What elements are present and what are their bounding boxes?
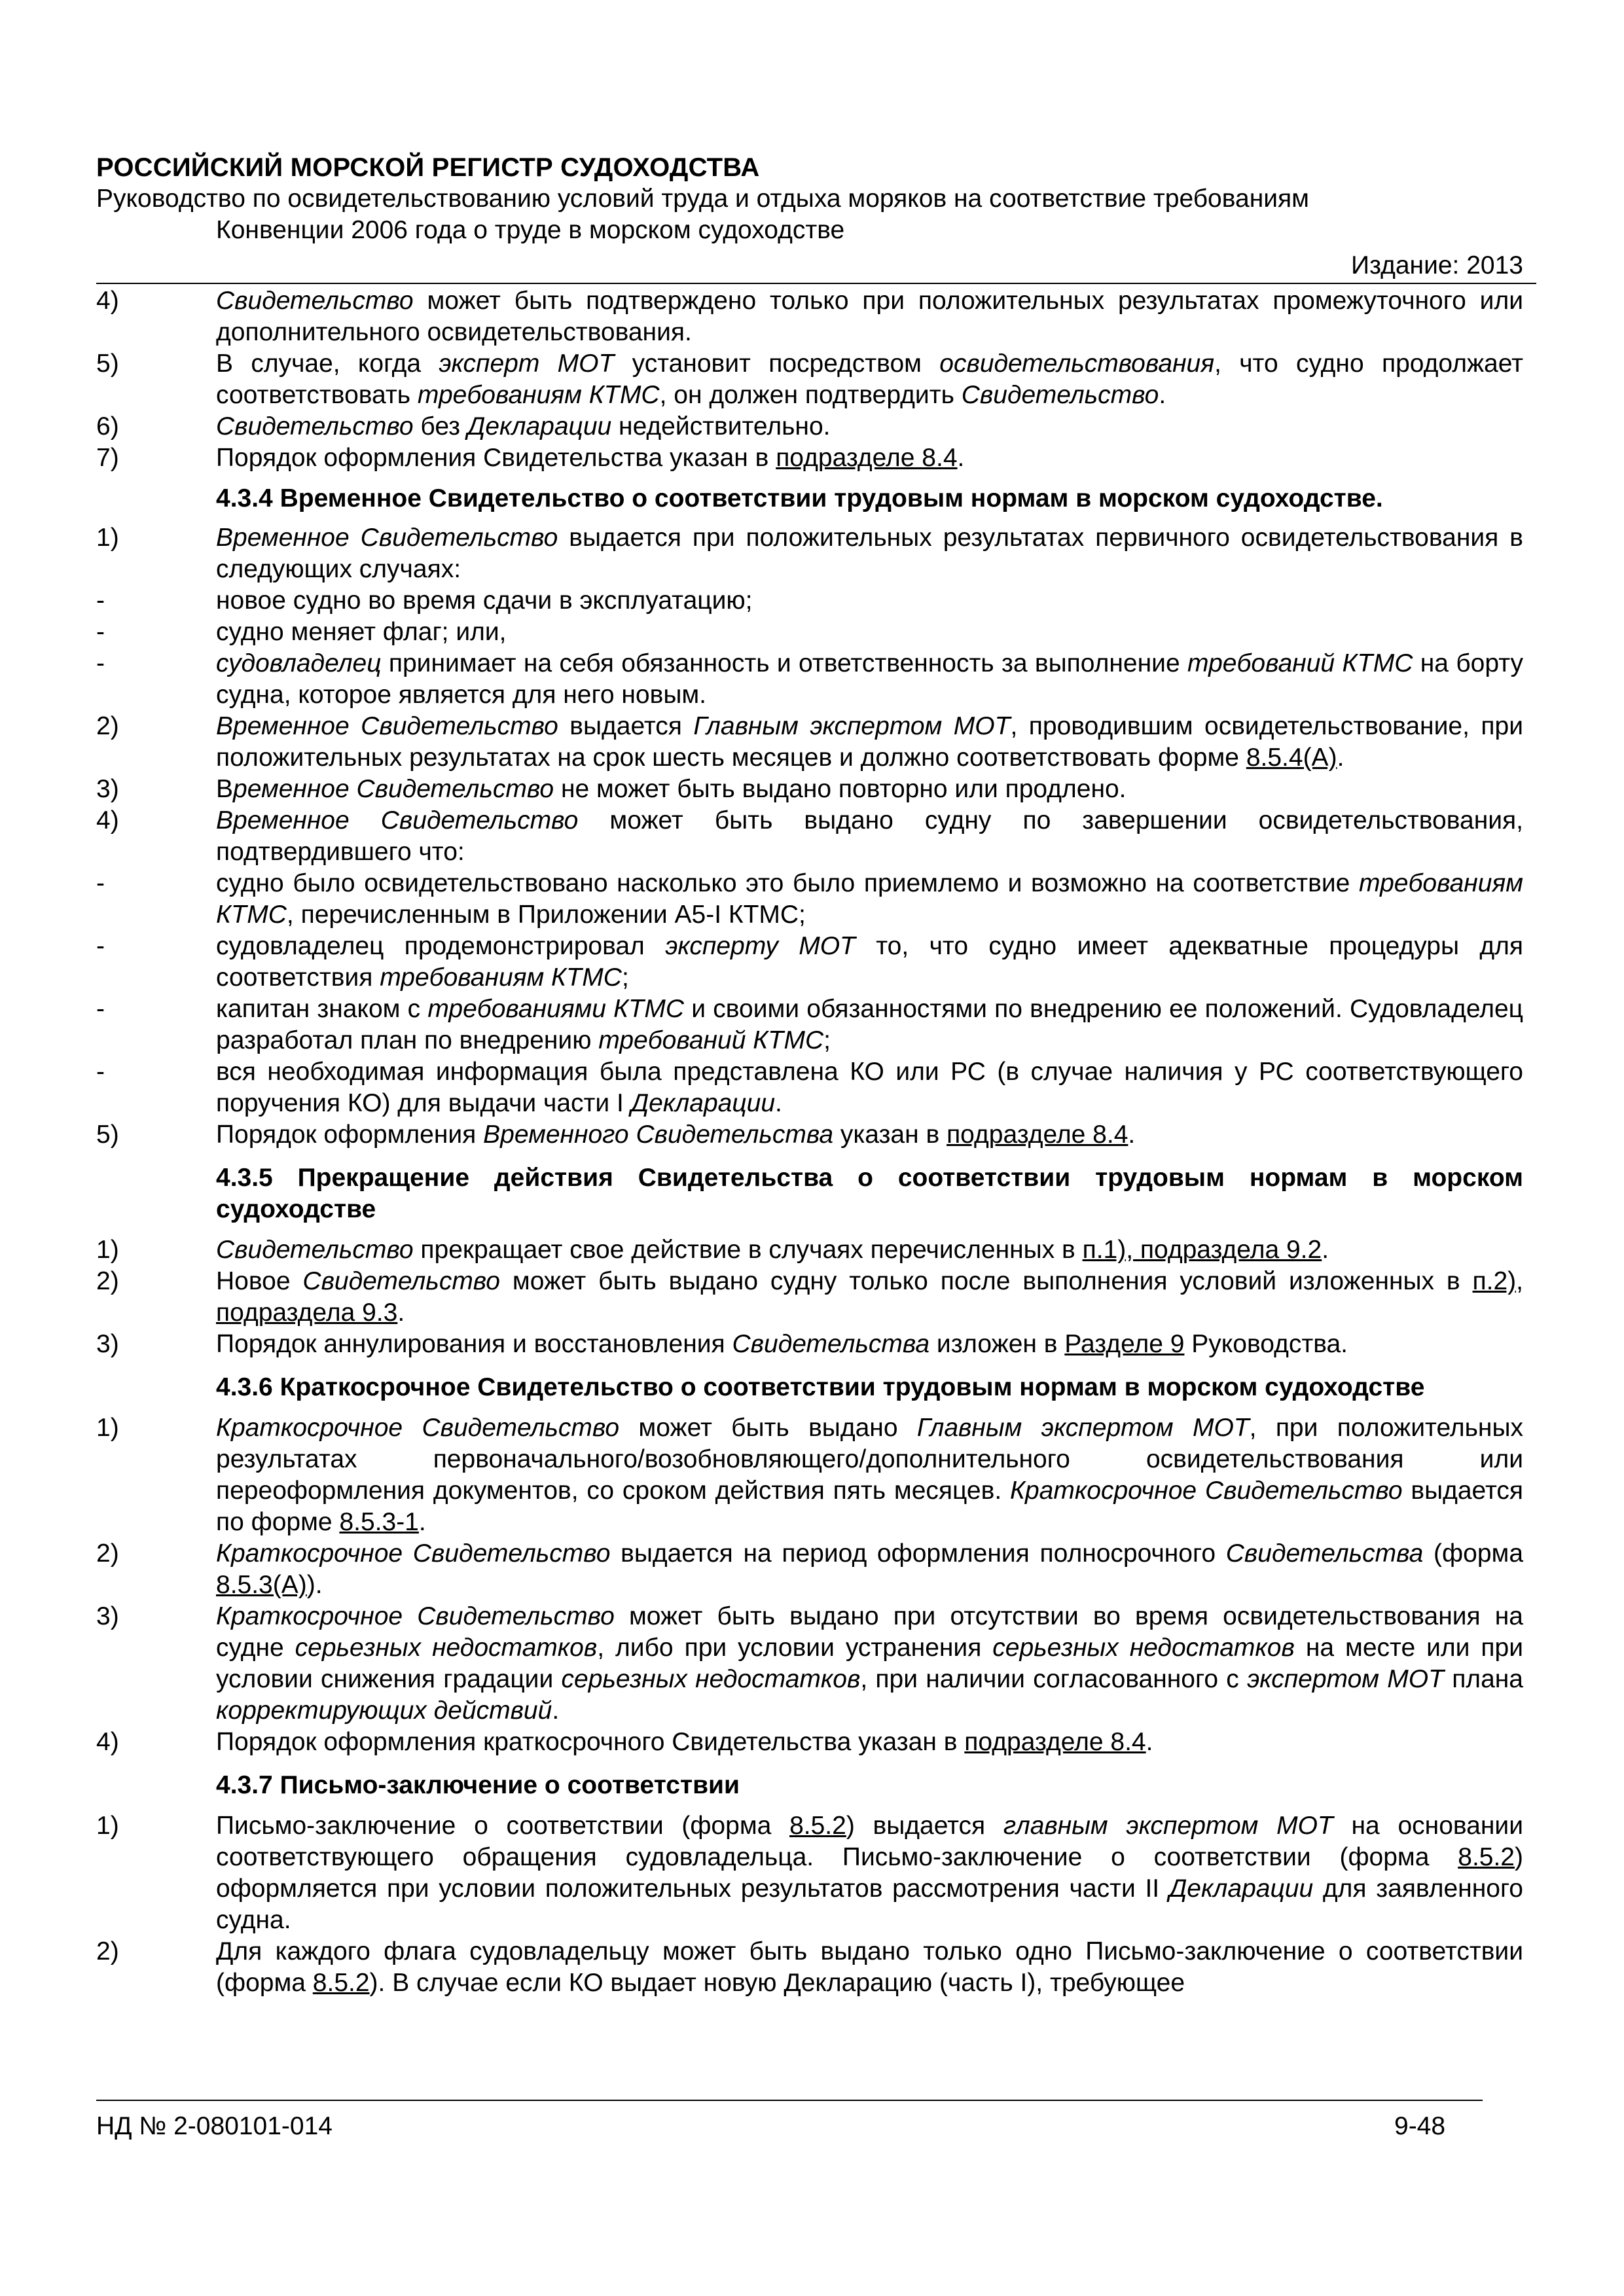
list-item [96, 1936, 1536, 1999]
list-item [96, 617, 1536, 648]
item-text: Порядок оформления Временного Свидетельства указан в подразделе 8.4. [216, 1121, 1136, 1149]
document-subtitle-line-1: Руководство по освидетельствованию условий труда и отдыха моряков на соответствие требованиям [96, 185, 1309, 213]
list-item [96, 348, 1536, 411]
list-item [96, 994, 1536, 1056]
item-number: 2) [96, 1267, 119, 1295]
link-item-2-subsection-9-3[interactable]: п.2), подраздела 9.3 [216, 1267, 1523, 1327]
item-text: новое судно во время сдачи в эксплуатацию; [216, 586, 753, 615]
link-form-8-5-2[interactable]: 8.5.2 [1458, 1843, 1515, 1871]
list-item [96, 1810, 1536, 1936]
link-form-8-5-3-1[interactable]: 8.5.3-1 [339, 1508, 419, 1536]
item-text: Временное Свидетельство может быть выдано судну по завершении освидетельствования, подтвердившего что: [216, 806, 1523, 866]
item-number: 5) [96, 350, 119, 378]
item-text: Свидетельство без Декларации недействительно. [216, 412, 831, 440]
edition: Издание: 2013 [1351, 251, 1523, 279]
link-item-1-subsection-9-2[interactable]: п.1), подраздела 9.2 [1082, 1236, 1322, 1264]
item-dash: - [96, 932, 105, 960]
list-item [96, 285, 1536, 348]
item-number: 2) [96, 1937, 119, 1965]
item-number: 2) [96, 712, 119, 740]
item-number: 1) [96, 1414, 119, 1442]
document-number: НД № 2-080101-014 [96, 2112, 333, 2140]
section-heading-4-3-5: 4.3.5 Прекращение действия Свидетельства о соответствии трудовым нормам в морском судоходстве [216, 1164, 1523, 1223]
item-number: 2) [96, 1539, 119, 1568]
item-text: судовладелец принимает на себя обязанность и ответственность за выполнение требований КТМС на борту судна, которое является для него новым. [216, 649, 1523, 709]
item-text: Временное Свидетельство выдается Главным экспертом МОТ, проводившим освидетельствование, при положительных результатах на срок шесть месяцев и должно соответствовать форме 8.5.4(А). [216, 712, 1523, 772]
item-number: 3) [96, 775, 119, 803]
link-subsection-8-4[interactable]: подразделе 8.4 [964, 1728, 1146, 1756]
organization-title: РОССИЙСКИЙ МОРСКОЙ РЕГИСТР СУДОХОДСТВА [96, 153, 760, 182]
link-form-8-5-2[interactable]: 8.5.2 [312, 1969, 370, 1997]
link-form-8-5-3a[interactable]: 8.5.3(А) [216, 1571, 307, 1599]
section-heading-4-3-6: 4.3.6 Краткосрочное Свидетельство о соответствии трудовым нормам в морском судоходстве [216, 1373, 1425, 1401]
page [96, 152, 1536, 1999]
item-text: Краткосрочное Свидетельство может быть выдано Главным экспертом МОТ, при положительных результатах первоначального/возобновляющего/дополнительного освидетельствования или переоформления документов, со сроком действия пять месяцев. Краткосрочное Свидетельство выдается по форме 8.5.3-1. [216, 1414, 1523, 1536]
item-number: 4) [96, 806, 119, 834]
section-heading-4-3-4: 4.3.4 Временное Свидетельство о соответствии трудовым нормам в морском судоходстве. [216, 484, 1383, 512]
item-dash: - [96, 649, 105, 677]
list-item [96, 442, 1536, 474]
list-item [96, 1056, 1536, 1119]
document-subtitle-line-2: Конвенции 2006 года о труде в морском судоходстве [216, 216, 845, 244]
list-item [96, 931, 1536, 994]
item-text: Порядок оформления краткосрочного Свидетельства указан в подразделе 8.4. [216, 1728, 1153, 1756]
item-text: Свидетельство может быть подтверждено только при положительных результатах промежуточного или дополнительного освидетельствования. [216, 287, 1523, 346]
list-item [96, 585, 1536, 617]
link-section-9[interactable]: Разделе 9 [1064, 1330, 1185, 1358]
header-rule [96, 283, 1536, 284]
list-item [96, 1412, 1536, 1538]
item-number: 4) [96, 287, 119, 315]
item-text: Порядок оформления Свидетельства указан в подразделе 8.4. [216, 444, 965, 472]
item-dash: - [96, 995, 105, 1023]
list-item [96, 805, 1536, 868]
item-text: В случае, когда эксперт МОТ установит посредством освидетельствования, что судно продолжает соответствовать требованиям КТМС, он должен подтвердить Свидетельство. [216, 350, 1523, 409]
item-text: Краткосрочное Свидетельство выдается на период оформления полносрочного Свидетельства (форма 8.5.3(А)). [216, 1539, 1524, 1599]
link-form-8-5-4a[interactable]: 8.5.4(А) [1246, 744, 1337, 772]
item-number: 3) [96, 1330, 119, 1358]
item-text: Свидетельство прекращает свое действие в случаях перечисленных в п.1), подраздела 9.2. [216, 1236, 1329, 1264]
item-number: 5) [96, 1121, 119, 1149]
item-dash: - [96, 618, 105, 646]
item-text: Письмо-заключение о соответствии (форма 8.5.2) выдается главным экспертом МОТ на основании соответствующего обращения судовладельца. Письмо-заключение о соответствии (форма 8.5.2) оформляется при условии положительных результатов рассмотрения части II Декларации для заявленного судна. [216, 1812, 1524, 1934]
list-item [96, 1601, 1536, 1727]
list-item [96, 868, 1536, 931]
link-subsection-8-4[interactable]: подразделе 8.4 [947, 1121, 1128, 1149]
section-heading-4-3-7: 4.3.7 Письмо-заключение о соответствии [216, 1771, 740, 1799]
item-text: Краткосрочное Свидетельство может быть выдано при отсутствии во время освидетельствования на судне серьезных недостатков, либо при условии устранения серьезных недостатков на месте или при условии снижения градации серьезных недостатков, при наличии согласованного с экспертом МОТ плана корректирующих действий. [216, 1602, 1524, 1725]
link-subsection-8-4[interactable]: подразделе 8.4 [776, 444, 958, 472]
item-text: капитан знаком с требованиями КТМС и своими обязанностями по внедрению ее положений. Судовладелец разработал план по внедрению требований КТМС; [216, 995, 1524, 1054]
page-number: 9-48 [1394, 2112, 1446, 2140]
list-item [96, 711, 1536, 774]
item-text: Для каждого флага судовладельцу может быть выдано только одно Письмо-заключение о соответствии (форма 8.5.2). В случае если КО выдает новую Декларацию (часть I), требующее [216, 1937, 1523, 1997]
item-text: судовладелец продемонстрировал эксперту МОТ то, что судно имеет адекватные процедуры для соответствия требованиям КТМС; [216, 932, 1523, 992]
list-item [96, 1538, 1536, 1601]
item-number: 7) [96, 444, 119, 472]
item-text: Временное Свидетельство не может быть выдано повторно или продлено. [216, 775, 1127, 803]
list-item [96, 522, 1536, 585]
list-item [96, 1329, 1536, 1360]
item-text: судно было освидетельствовано насколько это было приемлемо и возможно на соответствие требованиям КТМС, перечисленным в Приложении А5-I КТМС; [216, 869, 1523, 929]
list-item [96, 1266, 1536, 1329]
list-item [96, 411, 1536, 442]
link-form-8-5-2[interactable]: 8.5.2 [789, 1812, 846, 1840]
item-dash: - [96, 586, 105, 615]
list-item [96, 774, 1536, 805]
list-item [96, 1119, 1536, 1151]
footer-rule [96, 2100, 1483, 2101]
item-dash: - [96, 1058, 105, 1086]
item-text: вся необходимая информация была представлена КО или РС (в случае наличия у РС соответствующего поручения КО) для выдачи части I Декларации. [216, 1058, 1523, 1117]
item-text: Новое Свидетельство может быть выдано судну только после выполнения условий изложенных в п.2), подраздела 9.3. [216, 1267, 1523, 1327]
item-number: 1) [96, 1236, 119, 1264]
item-text: Временное Свидетельство выдается при положительных результатах первичного освидетельствования в следующих случаях: [216, 524, 1523, 583]
item-number: 1) [96, 524, 119, 552]
item-number: 1) [96, 1812, 119, 1840]
item-dash: - [96, 869, 105, 897]
list-item [96, 1234, 1536, 1266]
item-text: Порядок аннулирования и восстановления Свидетельства изложен в Разделе 9 Руководства. [216, 1330, 1348, 1358]
item-number: 3) [96, 1602, 119, 1630]
list-item [96, 648, 1536, 711]
document-body [96, 285, 1536, 1999]
item-number: 6) [96, 412, 119, 440]
list-item [96, 1727, 1536, 1758]
item-text: судно меняет флаг; или, [216, 618, 507, 646]
item-number: 4) [96, 1728, 119, 1756]
